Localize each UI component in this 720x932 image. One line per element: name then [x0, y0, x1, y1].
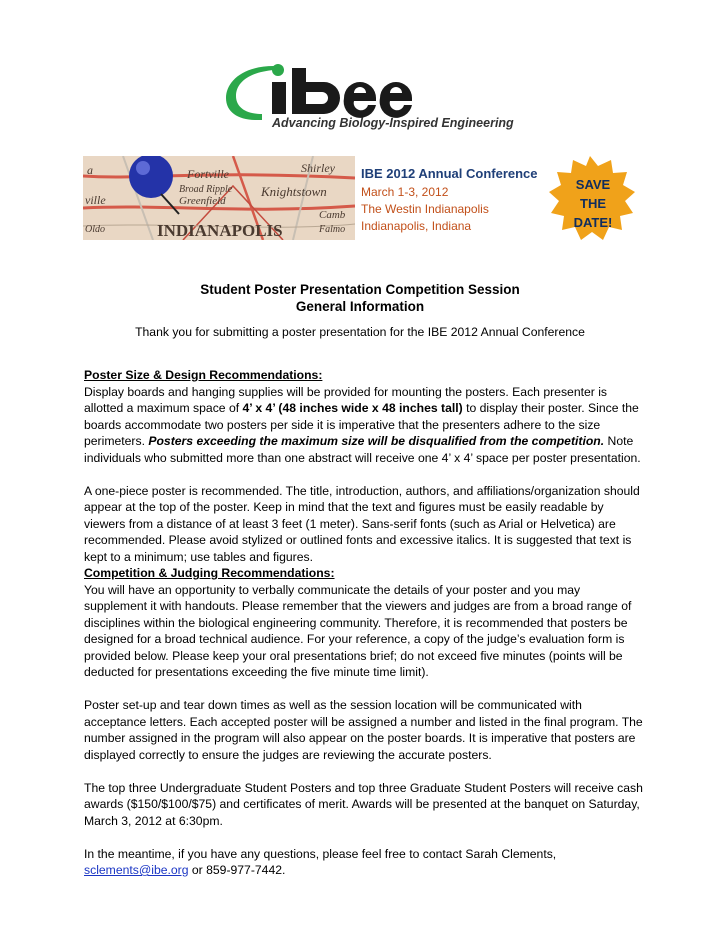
judging-section	[84, 565, 644, 879]
poster-design-paragraph: A one-piece poster is recommended. The title, introduction, authors, and affiliations/organization should appear at the top of the poster. Keep in mind that the text and figures must be easily readable by viewers from a distance of at least 3 feet (1 meter). Sans-serif fonts (such as Arial or Helvetica) are recommended. Please avoid stylized or outlined fonts and excessive italics. It is suggested that text is kept to a minimum; use tables and figures.	[84, 483, 640, 564]
judging-paragraph-3: The top three Undergraduate Student Posters and top three Graduate Student Posters will receive cash awards ($150/$100/$75) and certificates of merit. Awards will be presented at the banquet on Saturday, March 3, 2012 at 6:30pm.	[84, 780, 643, 828]
indianapolis-map-image	[83, 156, 355, 240]
document-title: Student Poster Presentation Competition Session	[200, 282, 520, 297]
ibe-logo	[222, 60, 514, 136]
banner-venue: The Westin Indianapolis	[361, 202, 489, 216]
contact-email-link[interactable]: sclements@ibe.org	[84, 863, 189, 877]
save-the-date-seal	[543, 156, 637, 240]
judging-paragraph-1: You will have an opportunity to verbally communicate the details of your poster and you may supplement it with handouts. Please remember that the viewers and judges are from a broad range of disciplines within the biological engineering community. Therefore, it is recommended that posters be designed for a broad technical audience. For your reference, a copy of the judge’s evaluation form is provided below. Please keep your oral presentations brief; do not exceed five minutes (points will be deducted for presentations exceeding the five minute time limit).	[84, 582, 632, 679]
map-label-greenfield: Greenfield	[179, 195, 226, 207]
map-label-broad-ripple: Broad Ripple	[179, 184, 233, 195]
disqualification-warning: Posters exceeding the maximum size will be disqualified from the competition.	[148, 434, 605, 448]
poster-size-text-c: Note individuals who submitted more than one abstract will receive one 4’ x 4’ space per poster presentation.	[84, 434, 641, 465]
banner-conference-info	[361, 156, 551, 240]
banner-title: IBE 2012 Annual Conference	[361, 166, 538, 181]
seal-save: SAVE	[575, 177, 611, 192]
map-label-shirley: Shirley	[301, 161, 335, 175]
poster-size-text-a: Display boards and hanging supplies will be provided for mounting the posters. Each presenter is allotted a maximum space of	[84, 384, 608, 415]
poster-size-dimensions: 4’ x 4’ (48 inches wide x 48 inches tall)	[242, 401, 463, 415]
map-label-ville: ville	[85, 193, 106, 207]
seal-date: DATE!	[573, 215, 613, 230]
seal-the: THE	[580, 196, 606, 211]
intro-text: Thank you for submitting a poster presentation for the IBE 2012 Annual Conference	[135, 325, 585, 339]
banner-location: Indianapolis, Indiana	[361, 219, 472, 233]
poster-size-section	[84, 367, 644, 565]
map-label-indianapolis: INDIANAPOLIS	[157, 221, 283, 240]
contact-phone: or 859-977-7442.	[188, 863, 286, 877]
poster-size-text-b: to display their poster. Since the boards accommodate two posters per side it is imperative that the presenters adhere to the size perimeters.	[84, 401, 639, 448]
judging-paragraph-2: Poster set-up and tear down times as well as the session location will be communicated with acceptance letters. Each accepted poster will be assigned a number and listed in the final program. The number assigned in the program will also appear on the poster boards. It is imperative that posters are displayed correctly to ensure the judges are reviewing the accurate posters.	[84, 698, 643, 762]
judging-header: Competition & Judging Recommendations:	[84, 566, 335, 580]
document-subtitle: General Information	[295, 299, 425, 314]
contact-text: In the meantime, if you have any questions, please feel free to contact Sarah Clements,	[84, 846, 557, 861]
map-label-camb: Camb	[319, 209, 346, 221]
map-label-fortville: Fortville	[187, 167, 229, 181]
conference-banner	[83, 156, 637, 240]
map-label-a: a	[87, 163, 93, 177]
map-label-falmo: Falmo	[319, 224, 346, 235]
poster-size-header: Poster Size & Design Recommendations:	[84, 368, 323, 382]
map-label-oldo: Oldo	[85, 224, 105, 235]
banner-dates: March 1-3, 2012	[361, 185, 449, 199]
logo-tagline: Advancing Biology-Inspired Engineering	[272, 116, 514, 130]
map-label-knightstown: Knightstown	[261, 184, 327, 199]
